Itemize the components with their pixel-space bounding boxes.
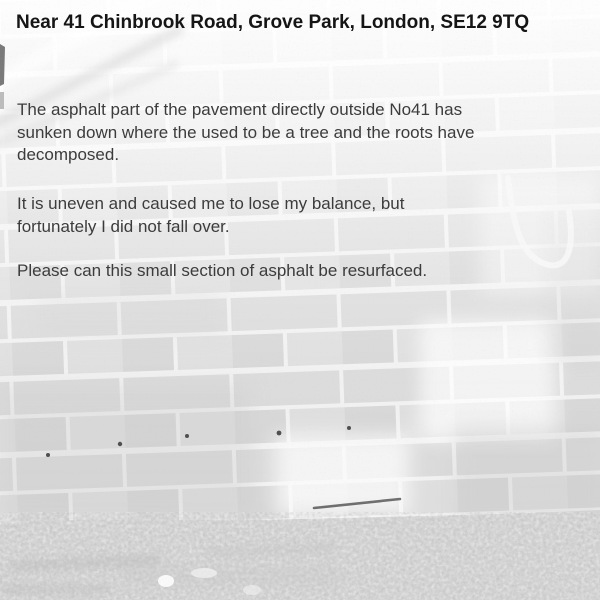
report-paragraph-2: It is uneven and caused me to lose my balance, but fortunately I did not fall over. [17,194,405,236]
report-paragraph-1: The asphalt part of the pavement directly outside No41 has sunken down where the used to be a tree and the roots have decomposed. [17,100,475,164]
report-paragraph-3: Please can this small section of asphalt be resurfaced. [17,261,428,280]
location-title: Near 41 Chinbrook Road, Grove Park, London, SE12 9TQ [16,12,530,33]
